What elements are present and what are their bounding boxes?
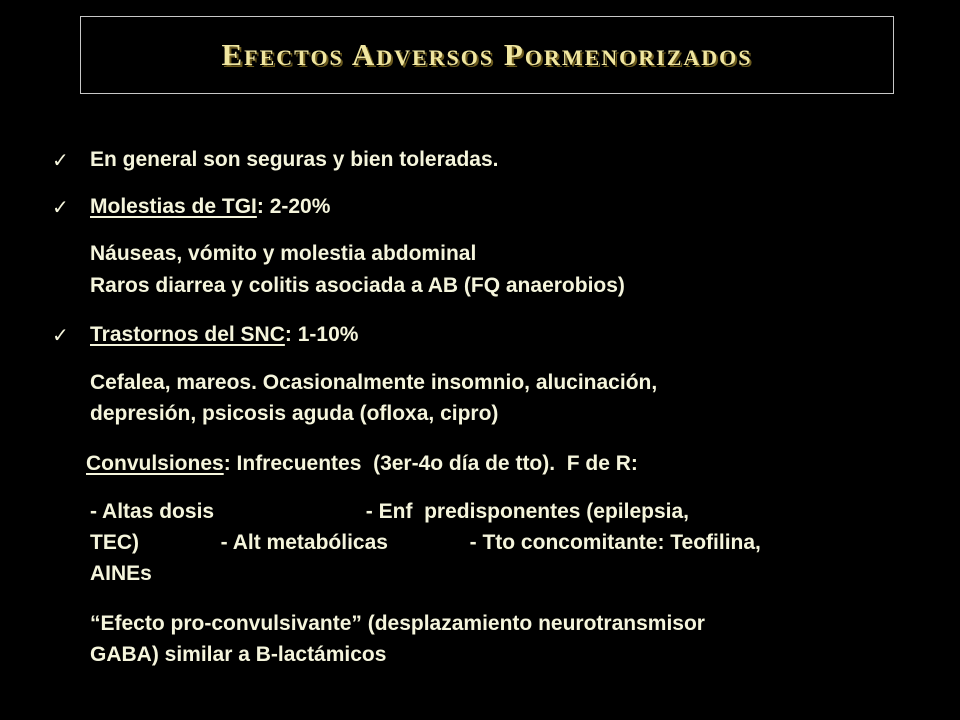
gi-percentage: : 2-20% <box>256 195 331 218</box>
title-box <box>80 16 894 94</box>
proconvulsant-line-2: GABA) similar a B-lactámicos <box>90 643 387 666</box>
checkmark-icon: ✓ <box>52 148 69 172</box>
risk-factors-line-2: TEC) - Alt metabólicas - Tto concomitante: Teofilina, <box>90 531 761 554</box>
convulsions-heading: Convulsiones <box>86 452 224 475</box>
bullet-gi <box>90 194 330 220</box>
proconvulsant-line-1: “Efecto pro-convulsivante” (desplazamiento neurotransmisor <box>90 612 705 635</box>
gi-heading: Molestias de TGI <box>90 195 257 218</box>
bullet-general: En general son seguras y bien toleradas. <box>90 148 499 171</box>
cns-percentage: : 1-10% <box>284 323 359 346</box>
bullet-cns <box>90 322 358 348</box>
convulsions-line <box>86 451 638 477</box>
checkmark-icon: ✓ <box>52 195 69 219</box>
gi-detail-line-1: Náuseas, vómito y molestia abdominal <box>90 242 477 265</box>
checkmark-icon: ✓ <box>52 323 69 347</box>
gi-detail-line-2: Raros diarrea y colitis asociada a AB (FQ anaerobios) <box>90 274 625 297</box>
risk-factors-line-1: - Altas dosis - Enf predisponentes (epilepsia, <box>90 500 690 523</box>
slide-title: Efectos Adversos Pormenorizados <box>221 37 753 72</box>
cns-detail-line-2: depresión, psicosis aguda (ofloxa, cipro) <box>90 402 499 425</box>
risk-factors-line-3: AINEs <box>90 562 152 585</box>
convulsions-detail: : Infrecuentes (3er-4o día de tto). F de R: <box>223 452 638 475</box>
cns-heading: Trastornos del SNC <box>90 323 285 346</box>
cns-detail-line-1: Cefalea, mareos. Ocasionalmente insomnio, alucinación, <box>90 371 658 394</box>
